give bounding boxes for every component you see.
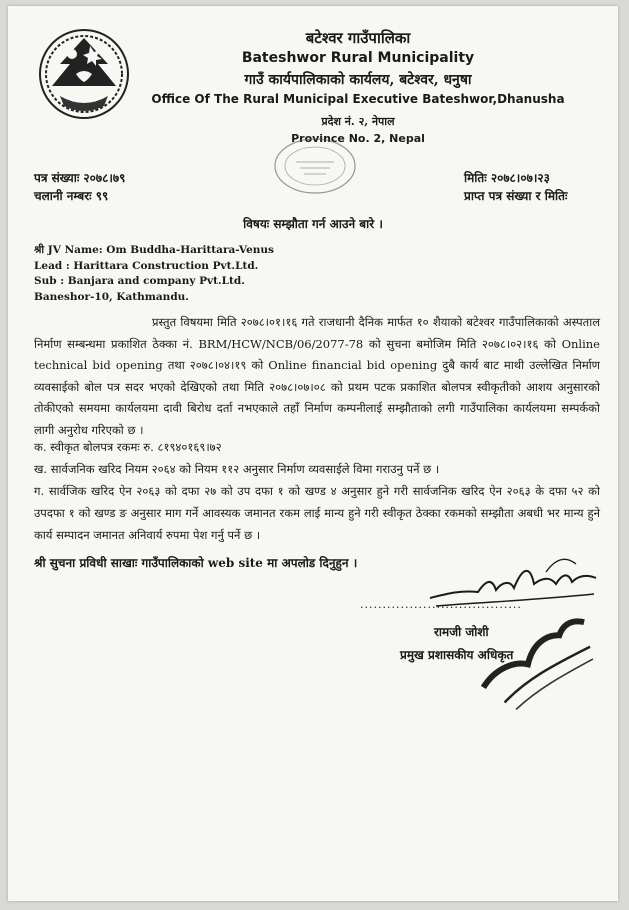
signatory-title: प्रमुख प्रशासकीय अधिकृत (400, 648, 514, 662)
letter-number: पत्र संख्याः २०७८।७९ (34, 171, 126, 185)
signature-dots: .................................... (360, 598, 522, 611)
officer-name-stamp (463, 616, 613, 726)
received-number-date: प्राप्त पत्र संख्या र मितिः (464, 189, 568, 203)
handwritten-signature (426, 554, 601, 624)
office-round-stamp (266, 136, 364, 196)
body-paragraph: प्रस्तुत विषयमा मिति २०७८।०१।१६ गते राजधानी दैनिक मार्फत १० शैयाको बटेश्वर गाउँपालिकाको अस्पताल निर्माण सम्बन्धमा प्रकाशित ठेक्का नं. BRM/HCW/NCB/06/2077-78 को सुचना बमोजिम मिति २०७८।०२।१६ को Online technical bid opening तथा २०७८।०४।१९ को Online financial bid opening दुबै कार्य बाट माथी उल्लेखित निर्माण व्यवसाईको बोल पत्र सदर भएको देखिएको तथा मिति २०७८।०७।०८ को प्रथम पटक प्रकाशित बोलपत्र स्वीकृतीको आशय अनुसारको तोकीएको समयमा कार्यलयमा दावी बिरोध दर्ता नभएकाले तहाँ निर्माण कम्पनीलाई सम्झौताको लगी गाउँपालिका कार्यलयमा सम्पर्कको लागी अनुरोध गरिएको छ । (34, 315, 600, 437)
nepal-emblem-logo (30, 24, 138, 124)
item-insurance: ख. सार्वजनिक खरिद नियम २०६४ को नियम ११२ अनुसार निर्माण व्यवसाईले विमा गराउनु पर्ने छ । (34, 462, 440, 476)
letter-date: मितिः २०७८।०७।२३ (464, 171, 550, 185)
signatory-name: रामजी जोशी (434, 625, 489, 639)
letter-body (34, 312, 600, 441)
cc-instruction: श्री सुचना प्रविधी साखाः गाउँपालिकाको web site मा अपलोड दिनुहुन । (34, 556, 358, 570)
province-np: प्रदेश नं. २, नेपाल (321, 115, 395, 128)
municipality-name-np: बटेश्वर गाउँपालिका (305, 29, 411, 47)
addressee-block (34, 243, 274, 305)
letter-page (8, 6, 618, 901)
item-approved-amount: क. स्वीकृत बोलपत्र रकमः रु. ८१९४०१६९।७२ (34, 440, 222, 454)
letter-items (34, 436, 600, 546)
letter-subject: विषयः सम्झौता गर्न आउने बारे । (243, 217, 383, 231)
province-en: Province No. 2, Nepal (291, 132, 425, 145)
office-name-np: गाउँ कार्यपालिकाको कार्यलय, बटेश्वर, धनुषा (244, 72, 472, 88)
addressee-address: Baneshor-10, Kathmandu. (34, 290, 189, 303)
municipality-name-en: Bateshwor Rural Municipality (241, 50, 475, 66)
addressee-lead: Lead : Harittara Construction Pvt.Ltd. (34, 259, 259, 272)
item-performance-guarantee: ग. सार्वजिक खरिद ऐन २०६३ को दफा २७ को उप दफा १ को खण्ड ४ अनुसार हुने गरी सार्वजनिक खरिद ऐन २०६३ के दफा ५२ को उपदफा १ को खण्ड ङ अनुसार माग गर्ने आवस्यक जमानत रकम लाई मान्य हुने गरी स्वीकृत ठेक्का रकमको सम्झौता अबधी भर मान्य हुने कार्य सम्पादन जमानत अनिवार्य रुपमा पेश गर्नु पर्ने छ । (34, 484, 600, 542)
addressee-jv-name: श्री JV Name: Om Buddha-Harittara-Venus (34, 244, 274, 256)
dispatch-number: चलानी नम्बरः ९९ (34, 189, 109, 203)
office-name-en: Office Of The Rural Municipal Executive Bateshwor,Dhanusha (151, 92, 565, 106)
addressee-sub: Sub : Banjara and company Pvt.Ltd. (34, 275, 245, 287)
